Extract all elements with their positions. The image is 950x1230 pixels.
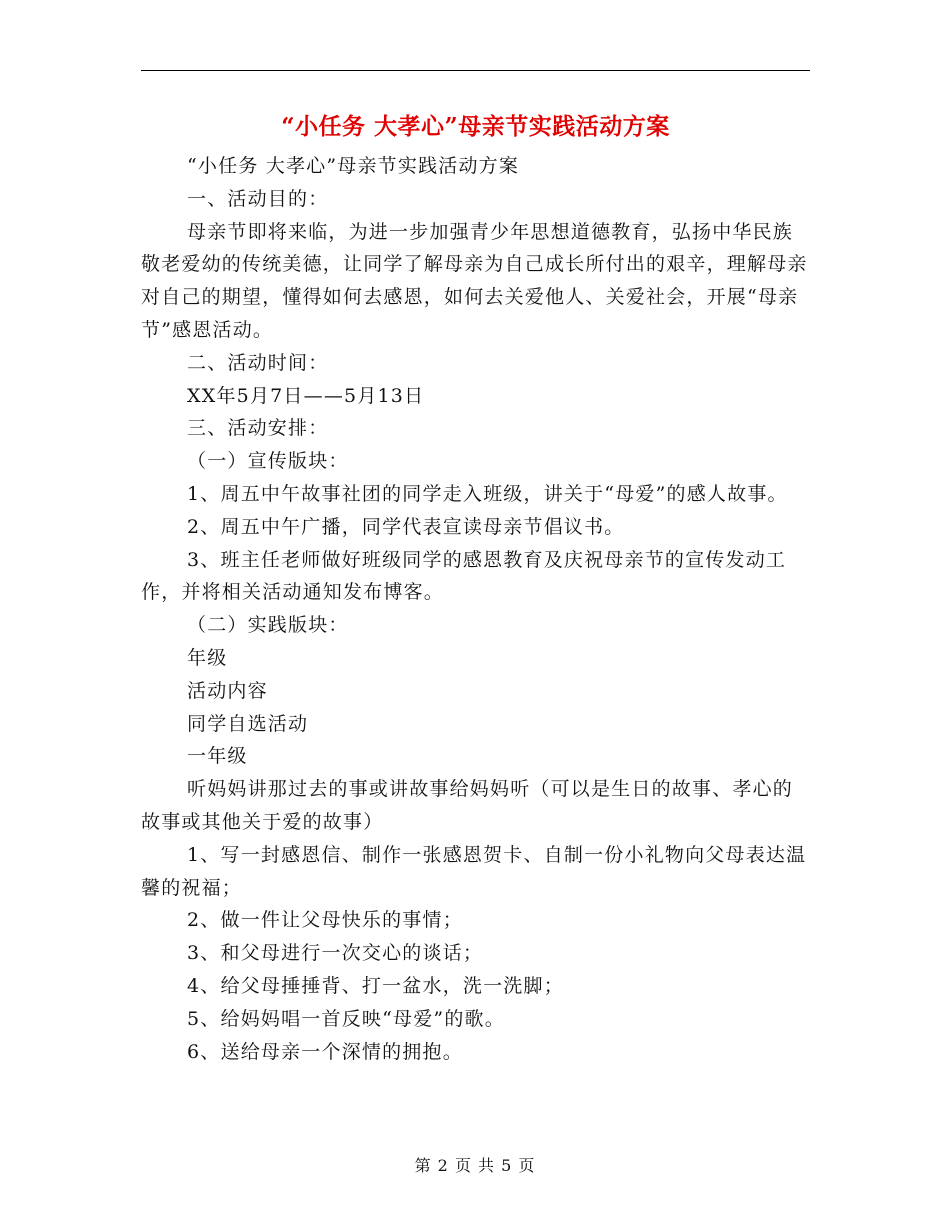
paragraph: XX年5月7日——5月13日 (187, 384, 425, 407)
section-heading: 三、活动安排： (187, 417, 329, 440)
paragraph: 听妈妈讲那过去的事或讲故事给妈妈听（可以是生日的故事、孝心的故事或其他关于爱的故事） (141, 778, 794, 833)
list-item: 1、写一封感恩信、制作一张感恩贺卡、自制一份小礼物向父母表达温馨的祝福； (141, 843, 807, 899)
list-item: 3、班主任老师做好班级同学的感恩教育及庆祝母亲节的宣传发动工作，并将相关活动通知发布博客。 (141, 548, 787, 604)
document-body (141, 150, 810, 1068)
list-item: 2、做一件让父母快乐的事情； (187, 909, 463, 932)
paragraph: “小任务 大孝心”母亲节实践活动方案 (187, 155, 520, 177)
section-heading: 一、活动目的： (187, 187, 329, 210)
document-title: “小任务 大孝心”母亲节实践活动方案 (281, 113, 670, 140)
page-footer: 第 2 页 共 5 页 (414, 1156, 536, 1175)
subsection-heading: （一）宣传版块： (187, 450, 349, 473)
paragraph: 年级 (187, 646, 228, 669)
subsection-heading: （二）实践版块： (187, 614, 349, 637)
paragraph: 一年级 (187, 745, 248, 768)
paragraph: 活动内容 (187, 679, 268, 702)
list-item: 5、给妈妈唱一首反映“母爱”的歌。 (187, 1007, 505, 1030)
list-item: 4、给父母捶捶背、打一盆水，洗一洗脚； (187, 974, 564, 997)
paragraph: 同学自选活动 (187, 712, 309, 735)
list-item: 1、周五中午故事社团的同学走入班级，讲关于“母爱”的感人故事。 (187, 482, 788, 505)
section-heading: 二、活动时间： (187, 351, 329, 374)
list-item: 6、送给母亲一个深情的拥抱。 (187, 1040, 463, 1063)
header-rule (141, 70, 810, 71)
list-item: 3、和父母进行一次交心的谈话； (187, 942, 484, 965)
paragraph: 母亲节即将来临，为进一步加强青少年思想道德教育，弘扬中华民族敬老爱幼的传统美德，让同学了解母亲为自己成长所付出的艰辛，理解母亲对自己的期望，懂得如何去感恩，如何去关爱他人、关爱社会，开展“母亲节”感恩活动。 (141, 220, 808, 341)
list-item: 2、周五中午广播，同学代表宣读母亲节倡议书。 (187, 515, 625, 538)
